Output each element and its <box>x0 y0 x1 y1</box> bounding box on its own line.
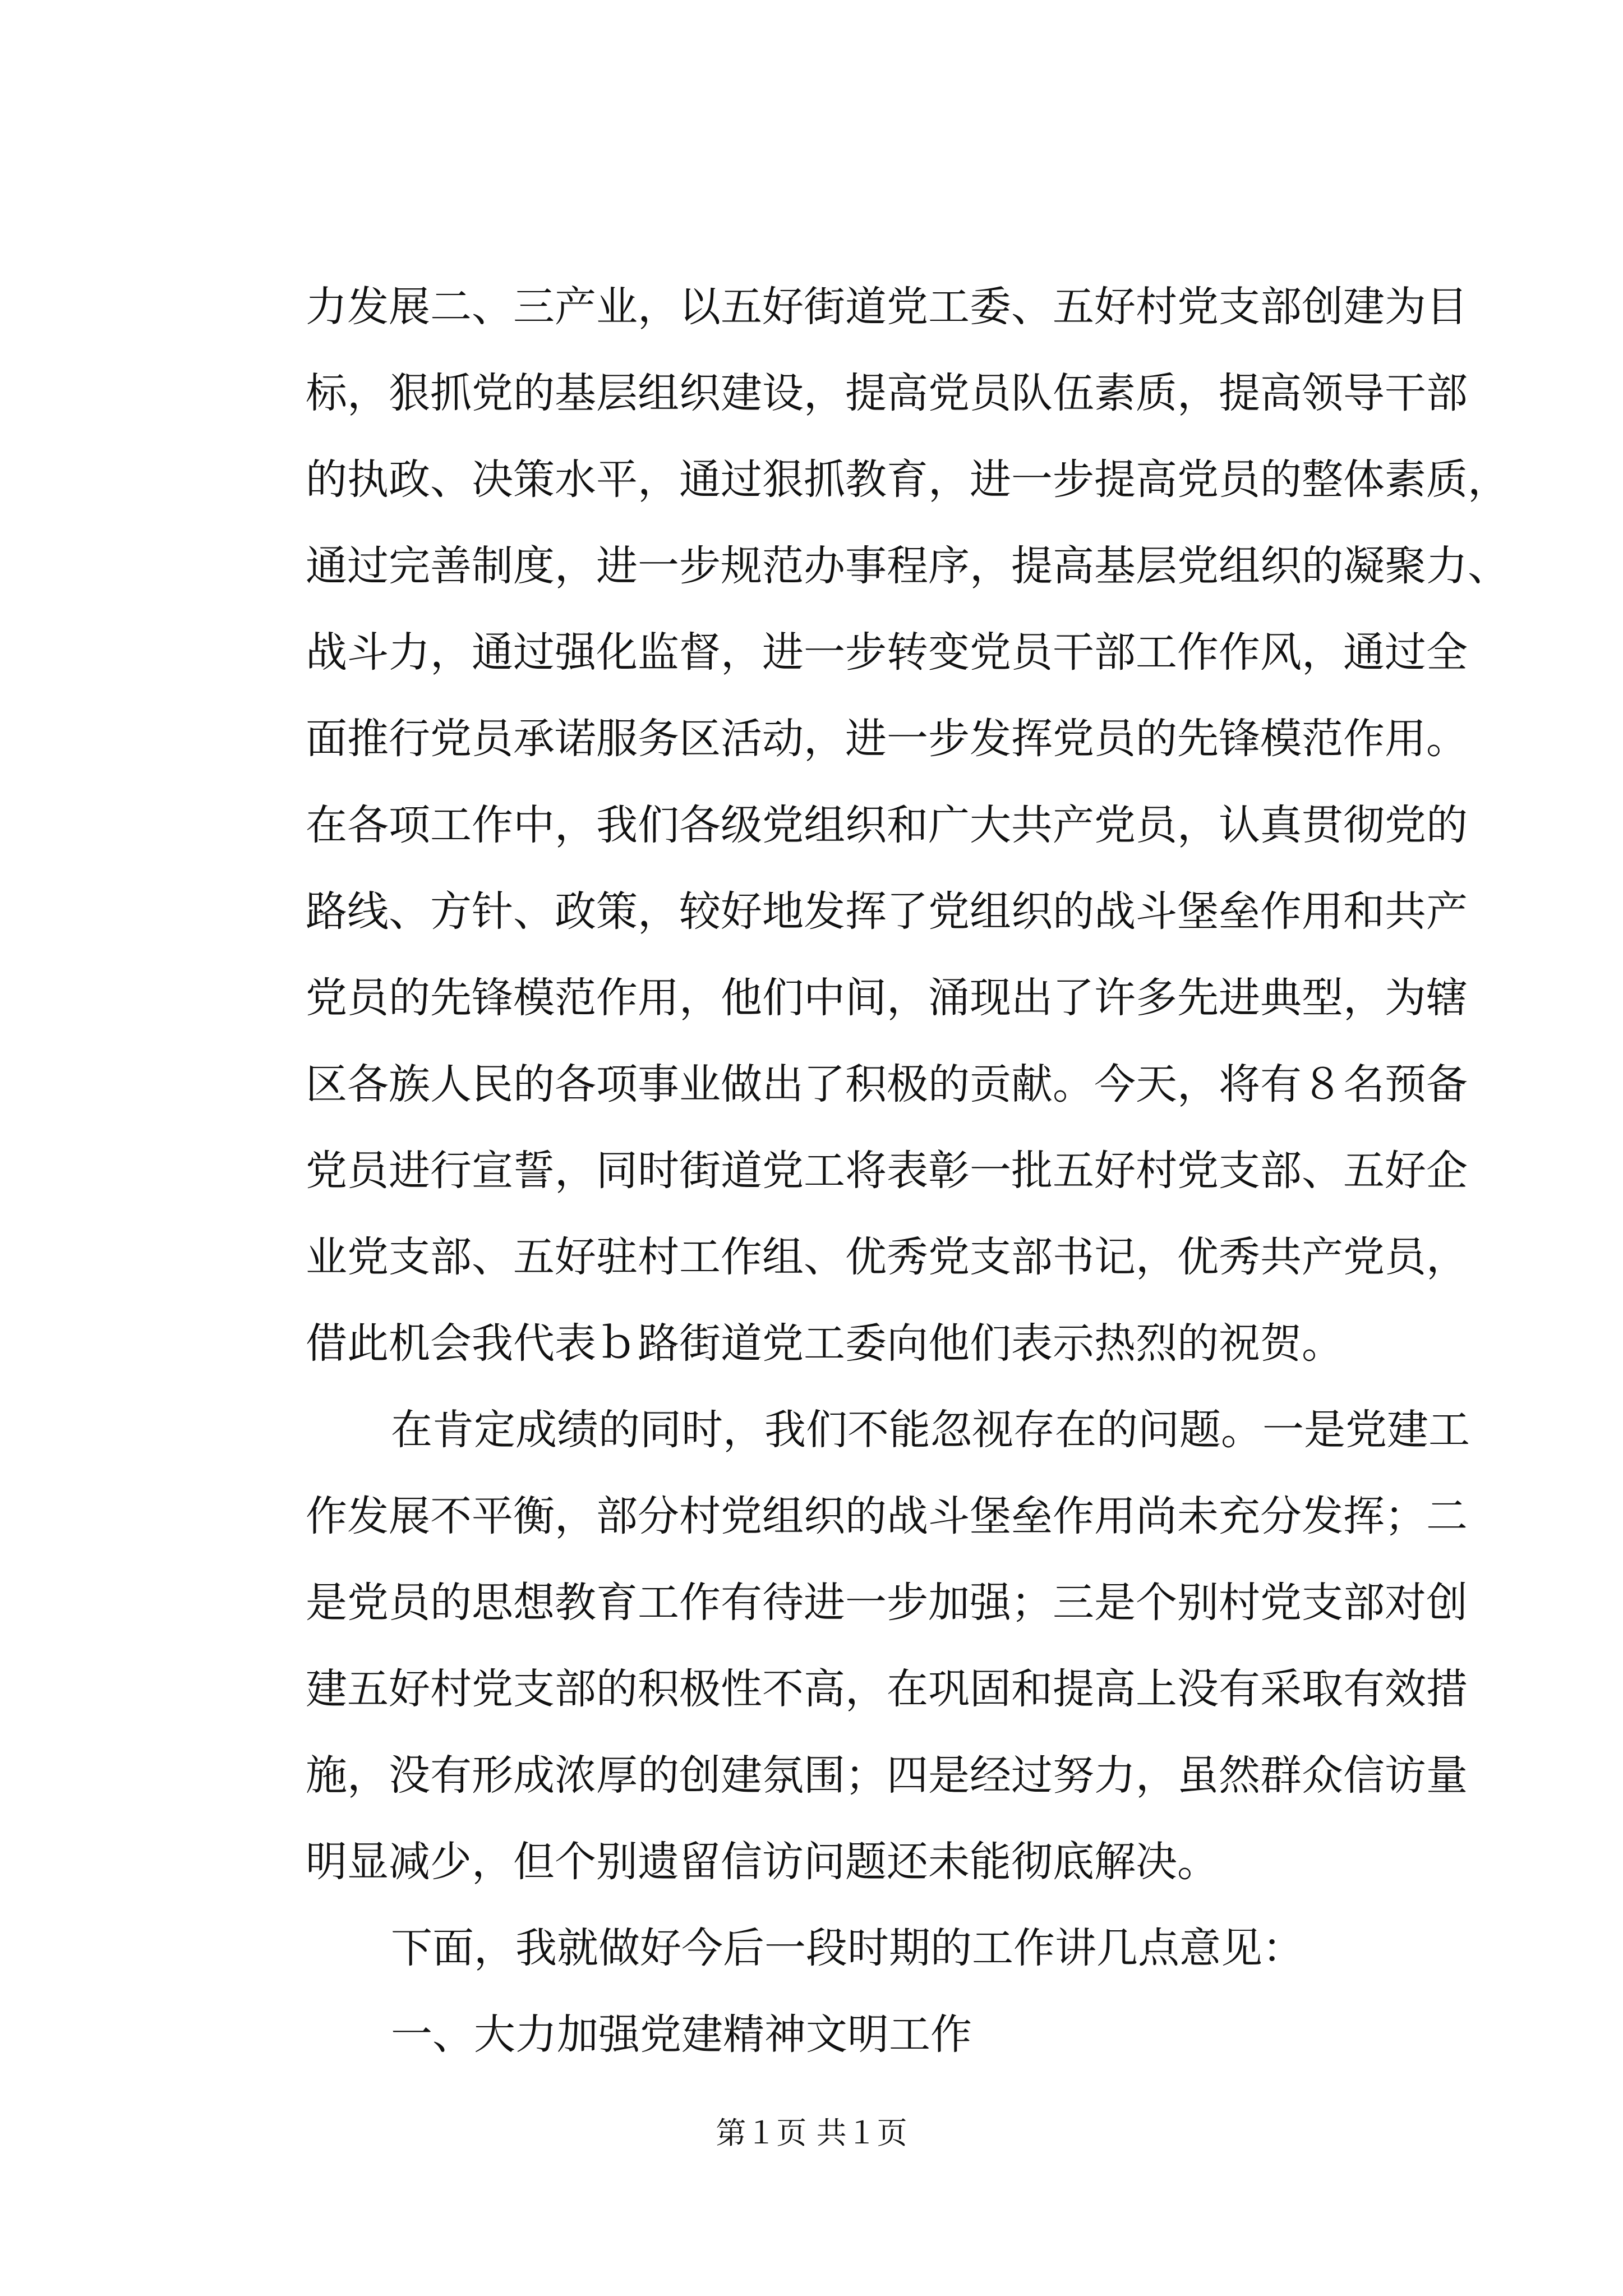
text-line: 借此机会我代表ｂ路街道党工委向他们表示热烈的祝贺。 <box>306 1319 1343 1368</box>
text-line: 路线、方针、政策，较好地发挥了党组织的战斗堡垒作用和共产 <box>306 887 1468 936</box>
text-line: 区各族人民的各项事业做出了积极的贡献。今天，将有８名预备 <box>306 1060 1468 1108</box>
text-line: 施，没有形成浓厚的创建氛围；四是经过努力，虽然群众信访量 <box>306 1751 1468 1800</box>
text-line: 党员的先锋模范作用，他们中间，涌现出了许多先进典型，为辖 <box>306 974 1468 1022</box>
page-footer: 第１页 共１页 <box>716 2115 907 2151</box>
section-heading: 一、大力加强党建精神文明工作 <box>391 2010 972 2059</box>
text-line: 通过完善制度，进一步规范办事程序，提高基层党组织的凝聚力、 <box>306 542 1509 590</box>
text-line: 在各项工作中，我们各级党组织和广大共产党员，认真贯彻党的 <box>306 801 1468 849</box>
paragraph-first-line: 下面，我就做好今后一段时期的工作讲几点意见： <box>391 1924 1304 1972</box>
text-line: 建五好村党支部的积极性不高，在巩固和提高上没有采取有效措 <box>306 1665 1468 1713</box>
text-line: 标，狠抓党的基层组织建设，提高党员队伍素质，提高领导干部 <box>306 369 1468 417</box>
text-line: 战斗力，通过强化监督，进一步转变党员干部工作作风，通过全 <box>306 628 1468 677</box>
text-line: 明显减少，但个别遗留信访问题还未能彻底解决。 <box>306 1838 1219 1886</box>
paragraph-first-line: 在肯定成绩的同时，我们不能忽视存在的问题。一是党建工 <box>391 1406 1470 1454</box>
text-line: 业党支部、五好驻村工作组、优秀党支部书记，优秀共产党员， <box>306 1233 1468 1281</box>
document-body <box>306 264 1509 2078</box>
text-line: 的执政、决策水平，通过狠抓教育，进一步提高党员的整体素质， <box>306 455 1509 504</box>
text-line: 面推行党员承诺服务区活动，进一步发挥党员的先锋模范作用。 <box>306 715 1468 763</box>
text-line: 党员进行宣誓，同时街道党工将表彰一批五好村党支部、五好企 <box>306 1147 1468 1195</box>
text-line: 力发展二、三产业，以五好街道党工委、五好村党支部创建为目 <box>306 283 1468 331</box>
text-line: 作发展不平衡，部分村党组织的战斗堡垒作用尚未充分发挥；二 <box>306 1492 1468 1540</box>
text-line: 是党员的思想教育工作有待进一步加强；三是个别村党支部对创 <box>306 1579 1468 1627</box>
